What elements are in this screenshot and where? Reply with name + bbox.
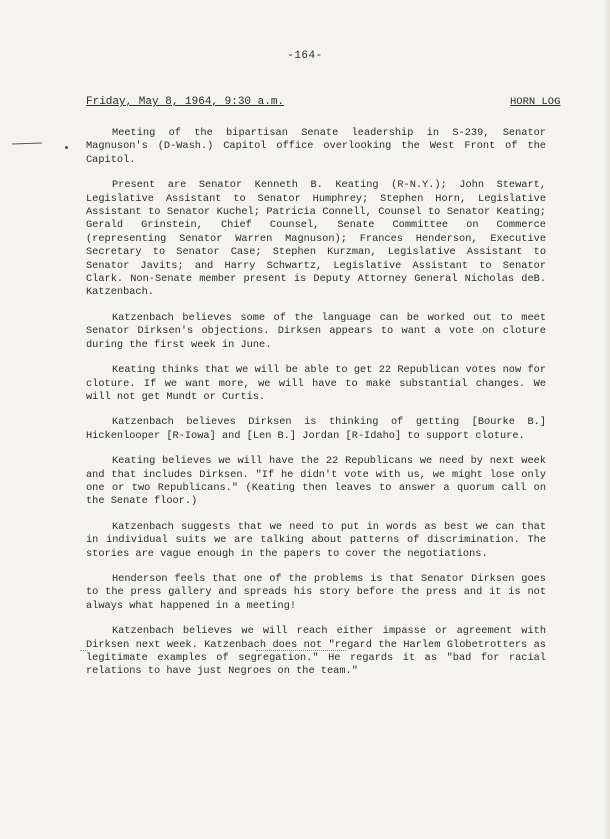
page-edge-shadow xyxy=(604,0,610,839)
paragraph-keating-votes: Keating thinks that we will be able to get 22 Republican votes now for cloture. If we want more, we will have to make substantial changes. We will not get Mundt or Curtis. xyxy=(86,364,546,403)
log-name: HORN LOG xyxy=(510,96,561,108)
paragraph-katzenbach-suits: Katzenbach suggests that we need to put in words as best we can that in individual suits we are talking about patterns of discrimination. The stories are vague enough in the papers to cover the negotiations. xyxy=(86,520,546,560)
margin-pen-mark xyxy=(12,142,42,144)
date-line: Friday, May 8, 1964, 9:30 a.m. xyxy=(86,96,285,108)
paragraph-keating-republicans: Keating believes we will have the 22 Republicans we need by next week and that includes Dirksen. "If he didn't vote with us, we might lose only one or two Republicans." (Keating then leaves to answer a quorum call on the Senate floor.) xyxy=(86,455,546,508)
paragraph-meeting: Meeting of the bipartisan Senate leadership in S-239, Senator Magnuson's (D-Wash.) Capitol office overlooking the West Front of the Capitol. xyxy=(86,127,546,166)
paragraph-hickenlooper-jordan: Katzenbach believes Dirksen is thinking of getting [Bourke B.] Hickenlooper [R-Iowa] and [Len B.] Jordan [R-Idaho] to support cloture. xyxy=(86,416,546,442)
paragraph-katzenbach-language: Katzenbach believes some of the language can be worked out to meet Senator Dirksen's objections. Dirksen appears to want a vote on cloture during the first week in June. xyxy=(86,311,546,351)
bottom-left-marks xyxy=(80,650,88,653)
page-number: -164- xyxy=(287,50,323,62)
margin-dot-mark xyxy=(65,146,68,149)
body-text xyxy=(86,127,546,691)
bottom-center-marks xyxy=(256,650,346,653)
paragraph-attendees: Present are Senator Kenneth B. Keating (R-N.Y.); John Stewart, Legislative Assistant to Senator Humphrey; Stephen Horn, Legislative Assistant to Senator Kuchel; Patricia Connell, Counsel to Senator Keating; Gerald Grinstein, Chief Counsel, Senate Committee on Commerce (representing Senator Warren Magnuson); Frances Henderson, Executive Secretary to Senator Case; Stephen Kurzman, Legislative Assistant to Senator Javits; and Harry Schwartz, Legislative Assistant to Senator Clark. Non-Senate member present is Deputy Attorney General Nicholas deB. Katzenbach. xyxy=(86,179,546,299)
paragraph-katzenbach-impasse: Katzenbach believes we will reach either impasse or agreement with Dirksen next week. Katzenbach does not "regard the Harlem Globetrotters as legitimate examples of segregation." He regards it as "bad for racial relations to have just Negroes on the team." xyxy=(86,625,546,678)
paragraph-henderson-press: Henderson feels that one of the problems is that Senator Dirksen goes to the press gallery and spreads his story before the press and it is not always what happened in a meeting! xyxy=(86,572,546,612)
